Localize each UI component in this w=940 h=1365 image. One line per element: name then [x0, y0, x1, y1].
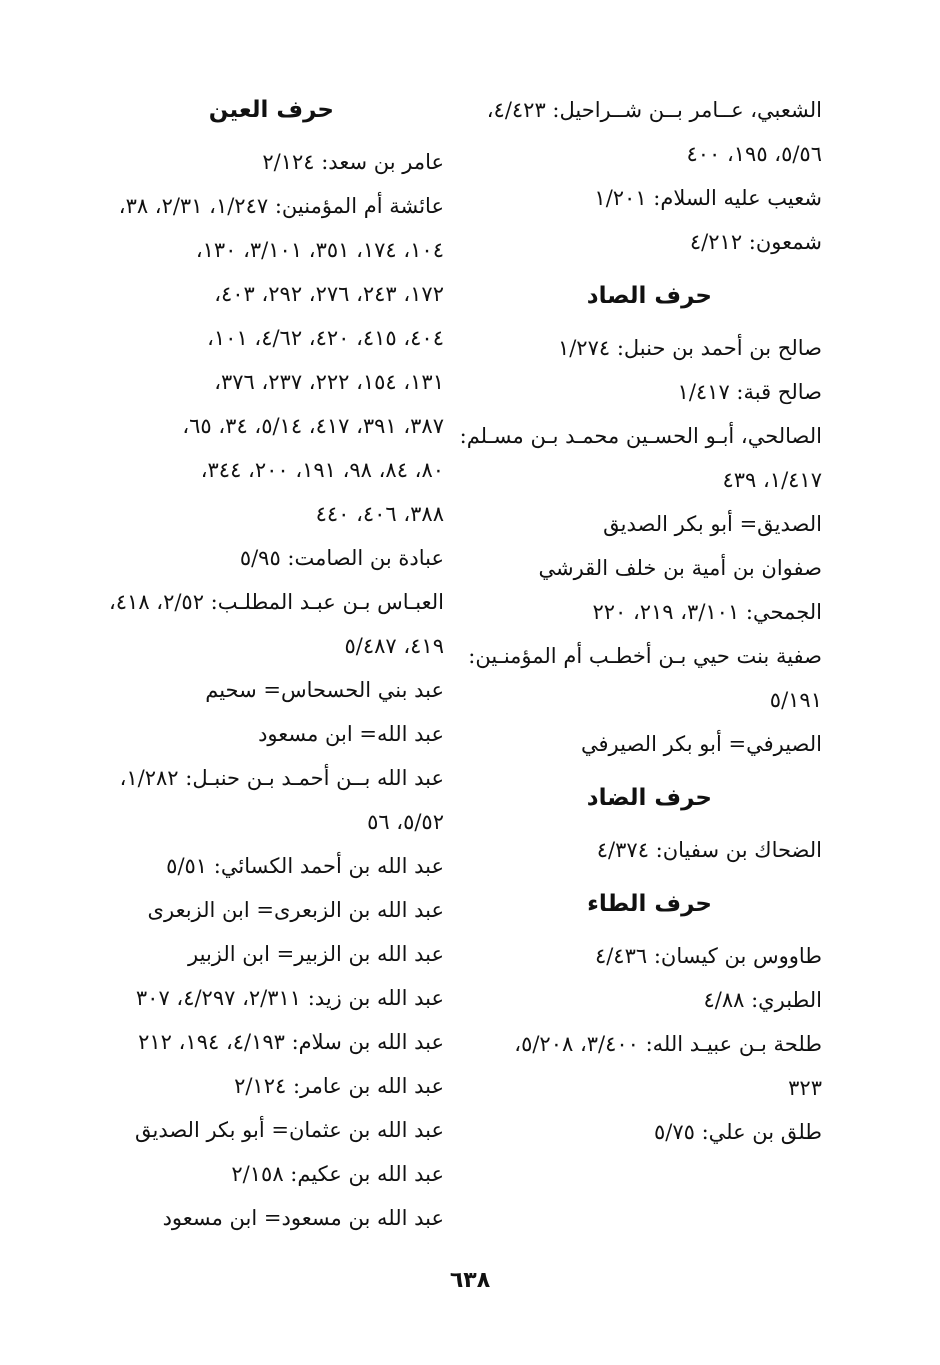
index-entry-continuation: ٨٠، ٨٤، ٩٨، ١٩١، ٢٠٠، ٣٤٤، [200, 458, 444, 482]
index-entry: شعيب عليه السلام: ١/٢٠١ [594, 186, 822, 210]
index-entry: عبد الله= ابن مسعود [258, 722, 444, 746]
index-entry-continuation: ٣٨٨، ٤٠٦، ٤٤٠ [315, 502, 444, 526]
page-number: ٦٣٨ [449, 1268, 491, 1293]
index-entry: عبد الله بــن أحمـد بـن حنبـل: ١/٢٨٢، [119, 766, 444, 790]
index-entry: طلحة بـن عبيـد الله: ٣/٤٠٠، ٥/٢٠٨، [514, 1032, 822, 1056]
left-column [104, 88, 444, 1240]
index-entry: الصديق= أبو بكر الصديق [603, 512, 822, 536]
index-entry: الصالحي، أبـو الحسـين محمـد بـن مسـلم: [459, 424, 822, 448]
index-entry-continuation: ٥/٥٢، ٥٦ [367, 810, 444, 834]
index-entry: عبد الله بن عثمان= أبو بكر الصديق [134, 1118, 444, 1142]
index-entry: صفية بنت حيي بـن أخطـب أم المؤمنـين: [468, 644, 822, 668]
index-entry: عبد بني الحسحاس= سحيم [205, 678, 444, 702]
index-entry-continuation: ٤١٩، ٥/٤٨٧ [344, 634, 444, 658]
index-entry: صفوان بن أمية بن خلف القرشي [538, 556, 822, 580]
section-heading: حرف العين [208, 97, 334, 123]
index-entry: عبد الله بن عامر: ٢/١٢٤ [234, 1074, 444, 1098]
index-entry-continuation: ١٣١، ١٥٤، ٢٢٢، ٢٣٧، ٣٧٦، [214, 370, 444, 394]
right-column [459, 88, 822, 1154]
index-entry: صالح قبة: ١/٤١٧ [677, 380, 822, 404]
index-entry: الضحاك بن سفيان: ٤/٣٧٤ [596, 838, 822, 862]
index-entry: عبد الله بن زيد: ٢/٣١١، ٤/٢٩٧، ٣٠٧ [135, 986, 444, 1010]
index-entry: صالح بن أحمد بن حنبل: ١/٢٧٤ [557, 336, 822, 360]
index-entry-continuation: الجمحي: ٣/١٠١، ٢١٩، ٢٢٠ [592, 600, 822, 624]
index-entry: الطبري: ٤/٨٨ [703, 988, 822, 1012]
index-entry: شمعون: ٤/٢١٢ [689, 230, 822, 254]
index-entry: العبـاس بـن عبـد المطلـب: ٢/٥٢، ٤١٨، [108, 590, 444, 614]
index-entry: عائشة أم المؤمنين: ١/٢٤٧، ٢/٣١، ٣٨، [118, 194, 444, 218]
index-entry-continuation: ٥/٥٦، ١٩٥، ٤٠٠ [686, 142, 822, 166]
index-entry-continuation: ٤٠٤، ٤١٥، ٤٢٠، ٤/٦٢، ١٠١، [207, 326, 444, 350]
index-entry: عبد الله بن عكيم: ٢/١٥٨ [231, 1162, 444, 1186]
section-heading: حرف الضاد [586, 785, 712, 811]
section-heading: حرف الطاء [587, 891, 712, 917]
index-entry: عبد الله بن مسعود= ابن مسعود [162, 1206, 444, 1230]
section-heading: حرف الصاد [586, 283, 712, 309]
index-entry: عبادة بن الصامت: ٥/٩٥ [239, 546, 444, 570]
index-entry: عبد الله بن الزبعرى= ابن الزبعرى [147, 898, 444, 922]
index-entry: عبد الله بن سلام: ٤/١٩٣، ١٩٤، ٢١٢ [138, 1030, 444, 1054]
index-entry-continuation: ١/٤١٧، ٤٣٩ [722, 468, 822, 492]
index-entry-continuation: ١٠٤، ١٧٤، ٣٥١، ٣/١٠١، ١٣٠، [195, 238, 444, 262]
index-entry: طاووس بن كيسان: ٤/٤٣٦ [594, 944, 822, 968]
index-entry-continuation: ٣٨٧، ٣٩١، ٤١٧، ٥/١٤، ٣٤، ٦٥، [182, 414, 444, 438]
index-entry: عبد الله بن الزبير= ابن الزبير [188, 942, 444, 966]
index-entry: طلق بن علي: ٥/٧٥ [653, 1120, 822, 1144]
index-entry: عبد الله بن أحمد الكسائي: ٥/٥١ [166, 854, 444, 878]
index-entry: الشعبي، عــامر بــن شــراحيل: ٤/٤٢٣، [486, 98, 822, 122]
index-entry: الصيرفي= أبو بكر الصيرفي [581, 732, 822, 756]
index-entry: عامر بن سعد: ٢/١٢٤ [262, 150, 444, 174]
index-entry-continuation: ٣٢٣ [788, 1076, 822, 1100]
index-entry-continuation: ١٧٢، ٢٤٣، ٢٧٦، ٢٩٢، ٤٠٣، [214, 282, 444, 306]
index-entry-continuation: ٥/١٩١ [769, 688, 822, 712]
